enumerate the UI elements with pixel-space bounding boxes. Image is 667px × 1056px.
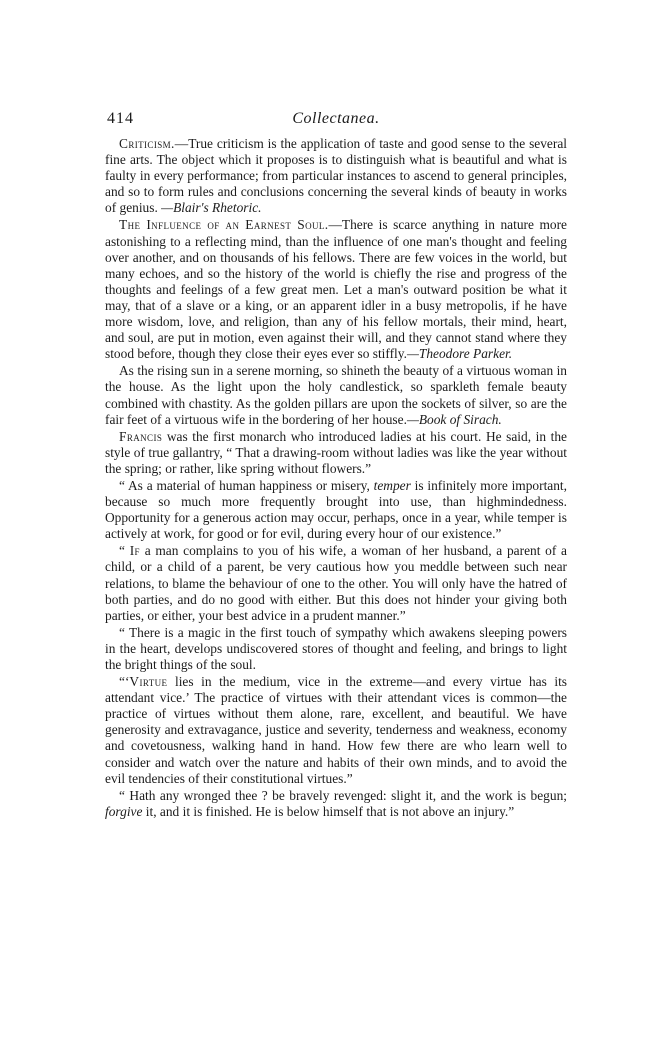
paragraph-text: is infinitely more important, because so much more frequently brought into use, than highmindedness. Opportunity for a generous action may occur, perhaps, once in a year, while temper is actively at work, for good or for evil, during every hour of our existence.” bbox=[105, 477, 567, 542]
paragraph-source: —Blair's Rhetoric. bbox=[161, 200, 262, 216]
paragraph-heading: If bbox=[129, 543, 140, 559]
page-header bbox=[105, 110, 567, 130]
paragraph-text: —There is scarce anything in nature more astonishing to a reflecting mind, than the influence of one man's thought and feeling over another, and on thousands of his fellows. There are few voices in the world, but many echoes, and so the history of the world is chiefly the rise and progress of the thoughts and feelings of a few great men. Let a man's outward position be what it may, that of a slave or a king, or an apparent idler in a busy metropolis, if he have more wisdom, love, and religion, than any of his fellow mortals, their mind, heart, and soul, are put in motion, even against their will, and they cannot stand where they stood before, though they close their eyes ever so stiffly. bbox=[105, 217, 567, 362]
paragraph-emphasis: temper bbox=[373, 477, 411, 493]
paragraph-text: “ As a material of human happiness or misery, bbox=[119, 477, 374, 493]
page-number: 414 bbox=[107, 110, 134, 127]
paragraph-earnest-soul bbox=[105, 217, 567, 362]
paragraph-quote-mark: “ bbox=[119, 543, 130, 559]
paragraph-complaints bbox=[105, 543, 567, 623]
page-body bbox=[105, 136, 567, 820]
paragraph-revenge bbox=[105, 788, 567, 820]
paragraph-text: was the first monarch who introduced ladies at his court. He said, in the style of true gallantry, “ That a drawing-room without ladies was like the year without the spring; or rather, like spring without flowers.” bbox=[105, 428, 567, 476]
paragraph-heading: Virtue bbox=[129, 674, 168, 690]
paragraph-text: As the rising sun in a serene morning, so shineth the beauty of a virtuous woman in the house. As the light upon the holy candlestick, so sparkleth female beauty combined with chastity. As the golden pillars are upon the sockets of silver, so are the fair feet of a virtuous wife in the bordering of her house. bbox=[105, 363, 567, 427]
paragraph-emphasis: forgive bbox=[105, 803, 143, 819]
paragraph-text: “ Hath any wronged thee ? be bravely revenged: slight it, and the work is begun; bbox=[119, 787, 567, 803]
paragraph-text: a man complains to you of his wife, a woman of her husband, a parent of a child, or a child of a parent, be very cautious how you meddle between such near relations, to blame the behaviour of one to the other. You will only have the hatred of both parties, and do no good with either. But this does not hinder your giving both parties, or either, your best advice in a prudent manner.” bbox=[105, 543, 567, 623]
paragraph-sympathy bbox=[105, 625, 567, 673]
paragraph-text: —True criticism is the application of taste and good sense to the several fine arts. The object which it proposes is to distinguish what is beautiful and what is faulty in every performance; from particular instances to ascend to general principles, and so to form rules and conclusions concerning the several kinds of beauty in works of genius. bbox=[105, 136, 567, 216]
paragraph-virtue bbox=[105, 674, 567, 787]
paragraph-criticism bbox=[105, 136, 567, 216]
paragraph-quote-mark: “‘ bbox=[119, 674, 130, 690]
paragraph-text: it, and it is finished. He is below himself that is not above an injury.” bbox=[142, 803, 515, 819]
running-title: Collectanea. bbox=[292, 110, 380, 127]
paragraph-heading: The Influence of an Earnest Soul. bbox=[119, 217, 329, 233]
paragraph-text: “ There is a magic in the first touch of sympathy which awakens sleeping powers in the heart, develops undiscovered stores of thought and feeling, and brings to light the bright things of the soul. bbox=[105, 624, 567, 672]
paragraph-source: —Theodore Parker. bbox=[406, 346, 513, 362]
paragraph-heading: Francis bbox=[119, 428, 163, 444]
paragraph-temper bbox=[105, 478, 567, 542]
paragraph-text: lies in the medium, vice in the extreme—and every virtue has its attendant vice.’ The practice of virtues with their attendant vices is common—the practice of virtues without them alone, rare, excellent, and beautiful. We have generosity and extravagance, justice and severity, tenderness and weakness, economy and covetousness, walking hand in hand. How few there are who learn well to consider and watch over the nature and habits of their own minds, and to avoid the evil tendencies of their constitutional virtues.” bbox=[105, 674, 567, 786]
paragraph-heading: Criticism. bbox=[119, 136, 175, 151]
paragraph-virtuous-woman bbox=[105, 363, 567, 427]
paragraph-source: —Book of Sirach. bbox=[406, 411, 502, 427]
paragraph-francis bbox=[105, 429, 567, 477]
